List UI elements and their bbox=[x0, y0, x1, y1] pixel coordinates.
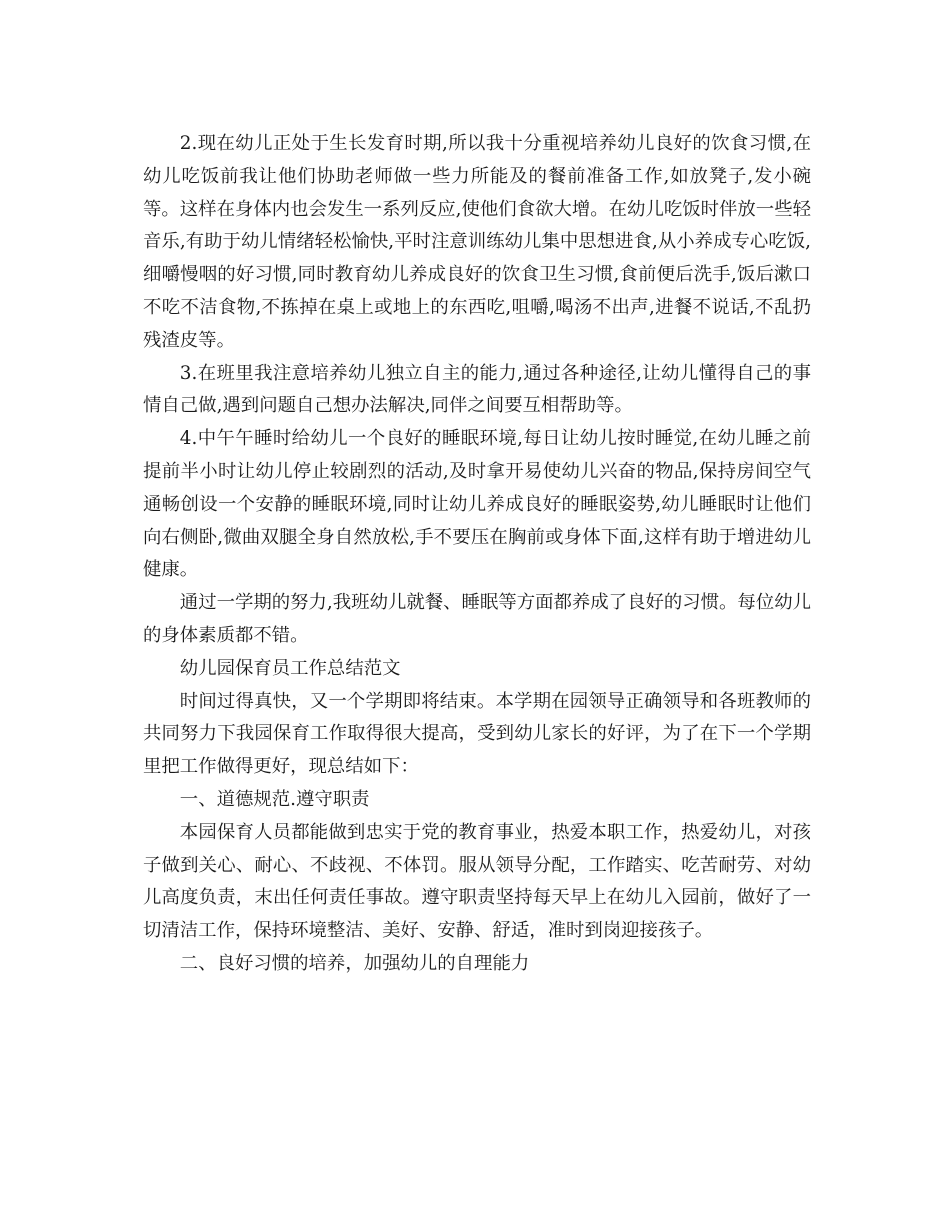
paragraph-semester-result: 通过一学期的努力,我班幼儿就餐、睡眠等方面都养成了良好的习惯。每位幼儿的身体素质都不错。 bbox=[143, 592, 811, 646]
paragraph-nap-time: 4.中午午睡时给幼儿一个良好的睡眠环境,每日让幼儿按时睡觉,在幼儿睡之前提前半小时让幼儿停止较剧烈的活动,及时拿开易使幼儿兴奋的物品,保持房间空气通畅创设一个安静的睡眠环境,同时让幼儿养成良好的睡眠姿势,幼儿睡眠时让他们向右侧卧,微曲双腿全身自然放松,手不要压在胸前或身体下面,这样有助于增进幼儿健康。 bbox=[143, 428, 811, 581]
section-title: 幼儿园保育员工作总结范文 bbox=[179, 657, 401, 679]
heading-ethics: 一、道德规范.遵守职责 bbox=[179, 788, 370, 810]
paragraph-intro: 时间过得真快，又一个学期即将结束。本学期在园领导正确领导和各班教师的共同努力下我园保育工作取得很大提高，受到幼儿家长的好评，为了在下一个学期里把工作做得更好，现总结如下： bbox=[143, 690, 811, 778]
paragraph-independence: 3.在班里我注意培养幼儿独立自主的能力,通过各种途径,让幼儿懂得自己的事情自己做,遇到问题自己想办法解决,同伴之间要互相帮助等。 bbox=[143, 362, 811, 417]
paragraph-ethics: 本园保育人员都能做到忠实于党的教育事业，热爱本职工作，热爱幼儿，对孩子做到关心、耐心、不歧视、不体罚。服从领导分配，工作踏实、吃苦耐劳、对幼儿高度负责，末出任何责任事故。遵守职责坚持每天早上在幼儿入园前，做好了一切清洁工作，保持环境整洁、美好、安静、舒适，准时到岗迎接孩子。 bbox=[143, 821, 811, 942]
heading-habits: 二、良好习惯的培养，加强幼儿的自理能力 bbox=[179, 952, 530, 974]
document-body bbox=[143, 128, 811, 981]
paragraph-diet-habits: 2.现在幼儿正处于生长发育时期,所以我十分重视培养幼儿良好的饮食习惯,在幼儿吃饭前我让他们协助老师做一些力所能及的餐前准备工作,如放凳子,发小碗等。这样在身体内也会发生一系列反应,使他们食欲大增。在幼儿吃饭时伴放一些轻音乐,有助于幼儿情绪轻松愉快,平时注意训练幼儿集中思想进食,从小养成专心吃饭,细嚼慢咽的好习惯,同时教育幼儿养成良好的饮食卫生习惯,食前便后洗手,饭后漱口不吃不洁食物,不拣掉在桌上或地上的东西吃,咀嚼,喝汤不出声,进餐不说话,不乱扔残渣皮等。 bbox=[143, 133, 811, 351]
